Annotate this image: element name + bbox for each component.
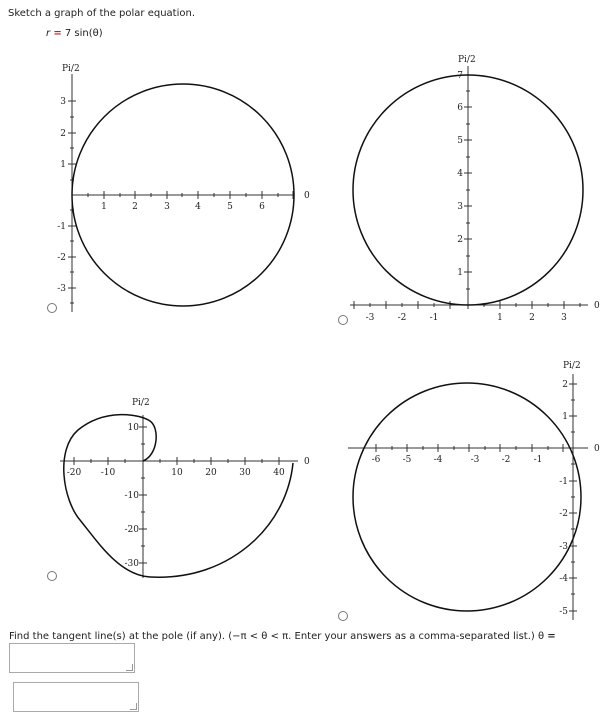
graph-a-xtick-3: 3: [164, 202, 170, 212]
graph-d-xtick-m6: -6: [371, 455, 381, 465]
graph-d-label-0: 0: [594, 444, 600, 454]
equation-rhs: 7 sin(θ): [64, 28, 103, 39]
secondary-answer-field[interactable]: [13, 682, 139, 712]
graph-d-xtick-m5: -5: [402, 455, 412, 465]
graph-b-xtick-m2: -2: [397, 313, 407, 323]
graph-d-ytick-m5: -5: [559, 607, 568, 617]
graph-c-ytick-m30: -30: [124, 559, 139, 569]
graph-c-xtick-20: 20: [205, 468, 217, 478]
resize-grip-icon[interactable]: [126, 664, 133, 671]
graph-a-ytick-3: 3: [60, 97, 66, 107]
graph-d-xtick-m2: -2: [501, 455, 511, 465]
graph-a-xtick-2: 2: [132, 202, 138, 212]
graph-d-xtick-m3: -3: [470, 455, 480, 465]
graph-b-xtick-m3: -3: [365, 313, 375, 323]
graph-b-ytick-3: 3: [457, 202, 463, 212]
graph-d-xtick-m4: -4: [433, 455, 443, 465]
tangent-prompt: Find the tangent line(s) at the pole (if any). (−π < θ < π. Enter your answers as a comma-separated list.) θ: [9, 631, 545, 642]
graph-a-label-0: 0: [304, 191, 310, 201]
graph-a-ytick-m2: -2: [57, 253, 66, 263]
tangent-question: [9, 631, 556, 642]
graph-d-label-pi2: Pi/2: [563, 361, 581, 371]
graph-a-xtick-5: 5: [227, 202, 233, 212]
graph-b-xtick-1: 1: [497, 313, 503, 323]
graph-b-xtick-m1: -1: [429, 313, 439, 323]
graph-d-ytick-m3: -3: [559, 542, 568, 552]
graph-a-xtick-4: 4: [195, 202, 201, 212]
graph-d-xtick-m1: -1: [533, 455, 543, 465]
question-prompt: Sketch a graph of the polar equation.: [8, 8, 195, 19]
tangent-equals: =: [547, 631, 556, 642]
graph-c-xtick-10: 10: [171, 468, 183, 478]
resize-grip-icon[interactable]: [130, 703, 137, 710]
graph-d-ytick-m1: -1: [559, 477, 568, 487]
graph-a-ytick-1: 1: [60, 160, 66, 170]
graph-d-curve: [353, 383, 581, 611]
tangent-answer-field[interactable]: [9, 643, 135, 673]
graph-c-xtick-m10: -10: [100, 468, 116, 478]
graph-d-ytick-m4: -4: [559, 574, 568, 584]
graph-d-ytick-2: 2: [562, 380, 568, 390]
graph-b-ytick-1: 1: [457, 268, 463, 278]
graph-c-ytick-m20: -20: [124, 525, 139, 535]
option-d-radio[interactable]: [338, 611, 348, 621]
graph-c-ytick-m10: -10: [124, 491, 139, 501]
graph-b-label-pi2: Pi/2: [458, 55, 476, 65]
graph-a-ytick-m1: -1: [57, 222, 66, 232]
graph-a-label-pi2: Pi/2: [62, 64, 80, 74]
graph-d-ytick-1: 1: [562, 412, 568, 422]
graph-a-xtick-6: 6: [259, 202, 265, 212]
graph-c-xtick-30: 30: [239, 468, 251, 478]
graph-c-ytick-10: 10: [127, 423, 139, 433]
graph-b-ytick-4: 4: [457, 169, 463, 179]
graph-b-ytick-5: 5: [457, 136, 463, 146]
graph-b-ytick-2: 2: [457, 235, 463, 245]
graph-b-xtick-3: 3: [561, 313, 567, 323]
graph-a-ytick-m3: -3: [57, 284, 66, 294]
graph-a-ytick-2: 2: [60, 129, 66, 139]
graph-c-label-0: 0: [304, 457, 310, 467]
graph-b-label-0: 0: [594, 301, 600, 311]
graph-b-ytick-6: 6: [457, 103, 463, 113]
graph-a-xtick-1: 1: [101, 202, 107, 212]
graph-b-xtick-2: 2: [529, 313, 535, 323]
graph-d-ytick-m2: -2: [559, 509, 568, 519]
equation-lhs: r: [46, 28, 51, 39]
graph-b-ytick-7: 7: [457, 71, 463, 81]
graph-c-xtick-m20: -20: [66, 468, 82, 478]
graph-c-xtick-40: 40: [273, 468, 285, 478]
graph-c-label-pi2: Pi/2: [132, 398, 150, 408]
equation-equals: =: [53, 28, 62, 39]
